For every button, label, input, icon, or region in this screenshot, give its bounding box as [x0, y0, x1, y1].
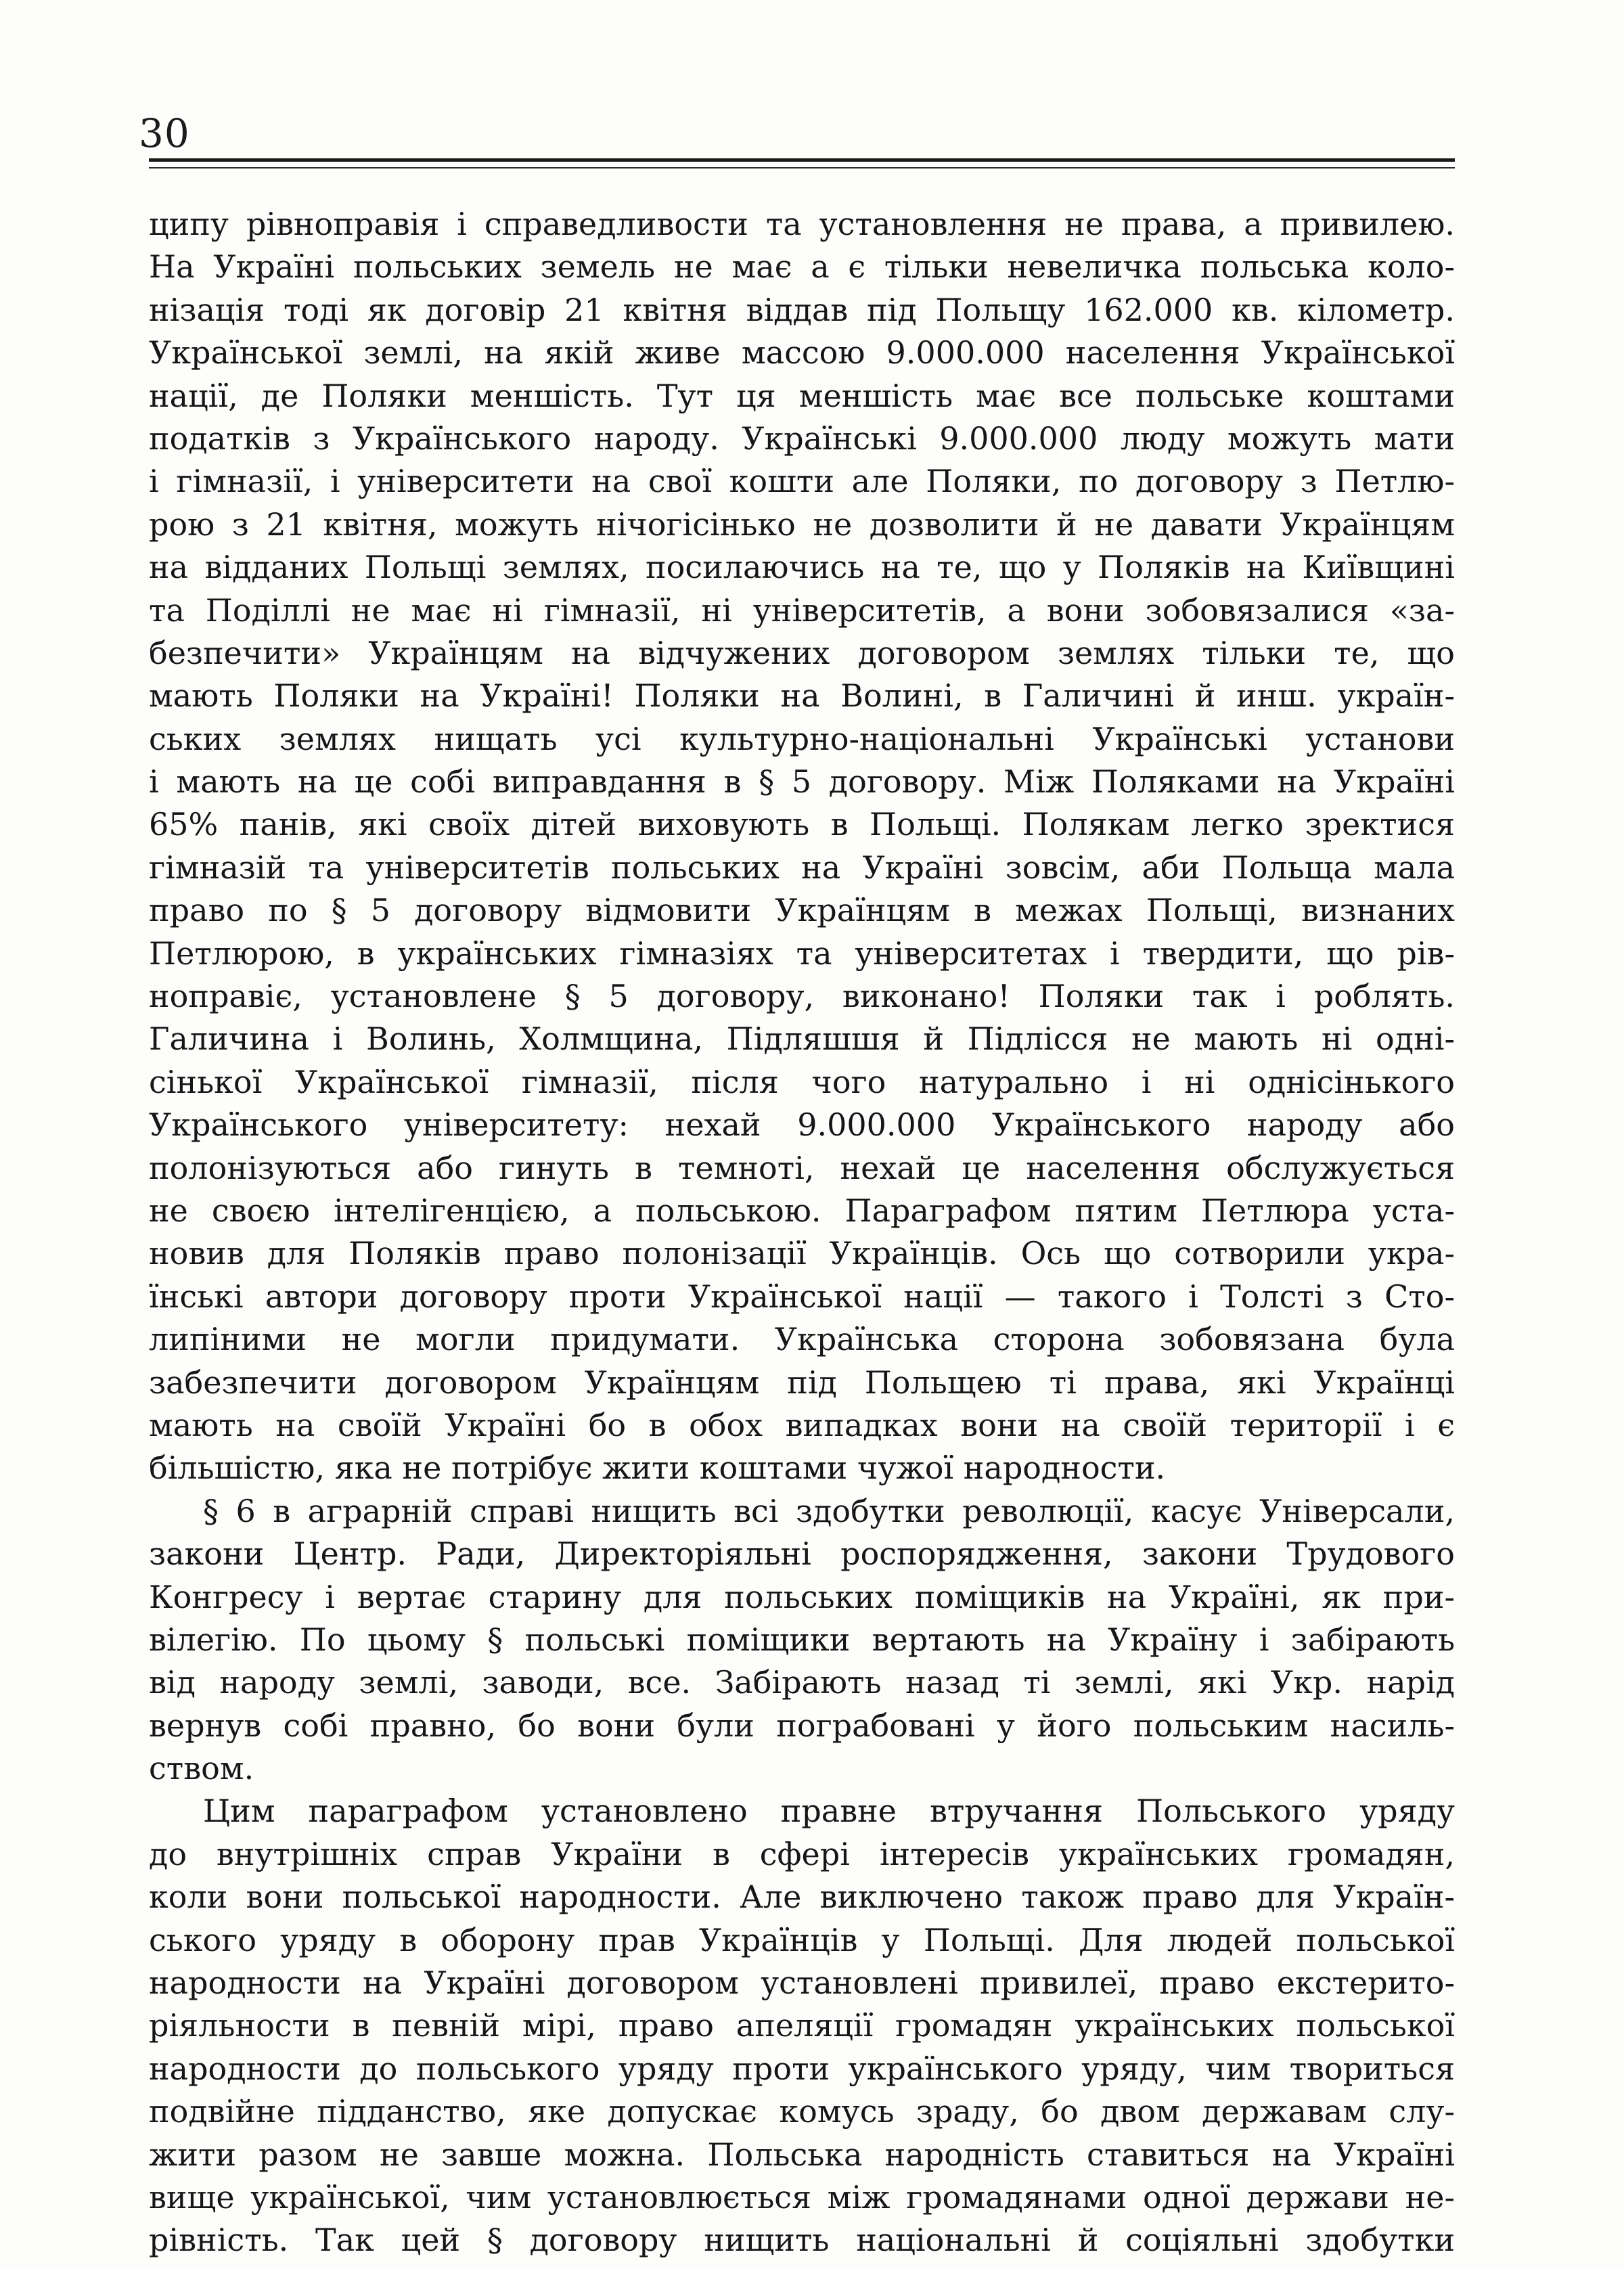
text-line: коли вони польської народности. Але виключено також право для Україн-	[149, 1879, 1455, 1916]
text-line: ноправіє, установлене § 5 договору, виконано! Поляки так і роблять.	[149, 978, 1455, 1015]
text-line: нізація тоді як договір 21 квітня віддав під Польщу 162.000 кв. кілометр.	[149, 291, 1455, 328]
text-line: ріяльности в певній мірі, право апеляції громадян українських польської	[149, 2007, 1455, 2044]
text-line: народности на Україні договором установлені привилеї, право екстерито-	[149, 1964, 1455, 2002]
text-line: Конгресу і вертає старину для польських поміщиків на Україні, як при-	[149, 1578, 1455, 1615]
text-line: і мають на це собі виправдання в § 5 договору. Між Поляками на Україні	[149, 763, 1455, 801]
text-line: новив для Поляків право полонізації Українців. Ось що сотворили укра-	[149, 1235, 1455, 1272]
page-number: 30	[139, 110, 190, 156]
text-line: ством.	[149, 1750, 254, 1787]
text-line: 65% панів, які своїх дітей виховують в Польщі. Полякам легко зректися	[149, 806, 1455, 843]
text-line: Українського університету: нехай 9.000.000 Українського народу або	[149, 1106, 1455, 1144]
text-line: На Україні польських земель не має а є тільки невеличка польська коло-	[149, 248, 1455, 286]
text-line: вище української, чим установлюється між громадянами одної держави не-	[149, 2178, 1455, 2216]
text-line: податків з Українського народу. Українські 9.000.000 люду можуть мати	[149, 420, 1455, 457]
body-text	[149, 203, 1455, 2262]
text-line: рою з 21 квітня, можуть нічогісінько не дозволити й не давати Українцям	[149, 506, 1455, 543]
text-line: липіними не могли придумати. Українська сторона зобовязана була	[149, 1321, 1455, 1358]
text-line: вернув собі правно, бо вони були пограбовані у його польським насиль-	[149, 1707, 1455, 1744]
text-line: рівність. Так цей § договору нищить національні й соціяльні здобутки	[149, 2222, 1455, 2259]
text-line: від народу землі, заводи, все. Забірають назад ті землі, які Укр. нарід	[149, 1664, 1455, 1701]
text-line: Української землі, на якій живе массою 9.000.000 населення Української	[149, 334, 1455, 372]
text-line: § 6 в аграрній справі нищить всі здобутки революції, касує Універсали,	[203, 1492, 1455, 1529]
text-line: їнські автори договору проти Української нації — такого і Толсті з Сто-	[149, 1278, 1455, 1315]
header-rule-thick	[149, 158, 1455, 162]
text-line: забезпечити договором Українцям під Польщею ті права, які Українці	[149, 1364, 1455, 1401]
text-line: ципу рівноправія і справедливости та установлення не права, а привилею.	[149, 206, 1455, 242]
text-line: право по § 5 договору відмовити Українцям в межах Польщі, визнаних	[149, 892, 1455, 929]
text-line: на відданих Польщі землях, посилаючись на те, що у Поляків на Київщині	[149, 549, 1455, 586]
header-rule-thin	[149, 167, 1455, 169]
text-line: вілегію. По цьому § польські поміщики вертають на Україну і забірають	[149, 1621, 1455, 1658]
text-line: та Поділлі не має ні гімназії, ні університетів, а вони зобовязалися «за-	[149, 591, 1455, 629]
text-line: сінької Української гімназії, після чого натурально і ні однісінького	[149, 1063, 1455, 1100]
text-line: подвійне підданство, яке допускає комусь зраду, бо двом державам слу-	[149, 2093, 1455, 2130]
text-line: нації, де Поляки меншість. Тут ця меншість має все польське коштами	[149, 377, 1455, 414]
text-line: безпечити» Українцям на відчужених договором землях тільки те, що	[149, 634, 1455, 671]
text-line: мають на своїй Україні бо в обох випадках вони на своїй території і є	[149, 1406, 1455, 1443]
text-line: більшістю, яка не потрібує жити коштами чужої народности.	[149, 1450, 1166, 1487]
text-line: не своєю інтелігенцією, а польською. Параграфом пятим Петлюра уста-	[149, 1192, 1455, 1229]
text-line: ського уряду в оборону прав Українців у Польщі. Для людей польської	[149, 1921, 1455, 1958]
text-line: гімназій та університетів польських на Україні зовсім, аби Польща мала	[149, 849, 1455, 886]
text-line: ських землях нищать усі культурно-національні Українські установи	[149, 720, 1455, 757]
text-line: і гімназії, і університети на свої кошти але Поляки, по договору з Петлю-	[149, 463, 1455, 500]
text-line: жити разом не завше можна. Польська народність ставиться на Україні	[149, 2136, 1455, 2173]
text-line: до внутрішніх справ України в сфері інтересів українських громадян,	[149, 1835, 1455, 1872]
text-line: народности до польського уряду проти українського уряду, чим твориться	[149, 2050, 1455, 2087]
text-line: закони Центр. Ради, Директоріяльні роспорядження, закони Трудового	[149, 1535, 1455, 1573]
text-line: Галичина і Волинь, Холмщина, Підляшшя й Підлісся не мають ні одні-	[149, 1020, 1455, 1058]
text-line: полонізуються або гинуть в темноті, нехай це населення обслужується	[149, 1149, 1455, 1186]
text-line: Цим параграфом установлено правне втручання Польського уряду	[203, 1793, 1455, 1830]
text-line: Петлюрою, в українських гімназіях та університетах і твердити, що рів-	[149, 935, 1455, 972]
text-line: мають Поляки на Україні! Поляки на Волині, в Галичині й инш. україн-	[149, 677, 1455, 715]
